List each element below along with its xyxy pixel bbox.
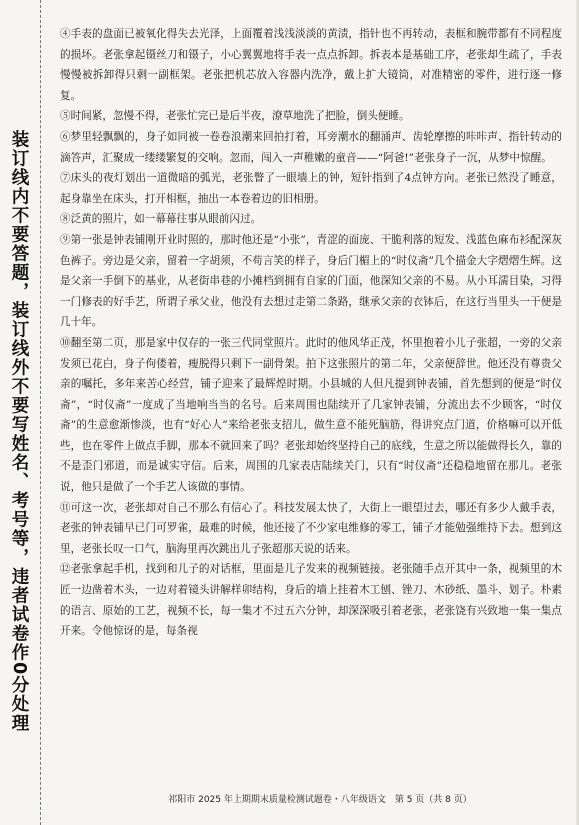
paragraph-9: ⑨第一张是钟表铺刚开业时照的，那时他还是“小张”，青涩的面庞、干脆利落的短发、浅蓝色麻布衫配深灰色裤子。旁边是父亲，留着一字胡须，不苟言笑的样子，身后门楣上的“时仪斋”几个描金大字熠熠生辉。这是父亲一手倒下的基业，从老街串巷的小摊档到拥有自家的门面，他深知父亲的不易。从小耳濡目染，习得一门修表的好手艺，所谓子承父业，他没有去想过走第二条路，继承父亲的衣钵后，在这行当里头一干便是几十年。 [60,233,562,329]
paragraph-12: ⑫老张拿起手机，找到和儿子的对话框，里面是儿子发来的视频链接。老张随手点开其中一条，视频里的木匠一边凿着木头，一边对着镜头讲解样卯结构，身后的墙上挂着木工刨、锉刀、木砂纸、墨斗、划子。朴素的语言、原始的工艺，视频不长，每一集才不过五六分钟，却深深吸引着老张，老张饶有兴致地一集一集点开来。令他惊讶的是，每条视 [60,563,562,638]
binding-line [40,0,41,825]
reading-passage [60,24,562,642]
paragraph-8: ⑧泛黄的照片，如一幕幕往事从眼前闪过。 [60,213,262,226]
paragraph-5: ⑤时间紧，忽慢不得，老张忙完已是后半夜，潦草地洗了把脸，倒头便睡。 [60,110,410,123]
paragraph-7: ⑦床头的夜灯划出一道微暗的弧光，老张瞥了一眼墙上的钟，短针指到了4点钟方向。老张已然没了睡意，起身靠坐在床头，打开相框，抽出一本卷着边的旧相册。 [60,172,562,205]
binding-margin-note: 装订线内不要答题，装订线外不要写姓名、考号等，违者试卷作0分处理 [9,130,29,733]
page-footer: 祁阳市 2025 年上期期末质量检测试题卷・八年级语文 第 5 页（共 8 页） [168,795,472,805]
paragraph-11: ⑪可这一次，老张却对自己不那么有信心了。科技发展太快了，大街上一眼望过去，哪还有多少人戴手表，老张的钟表铺早已门可罗雀，最难的时候，他还接了不少家电维修的零工，铺子才能勉强维持下去。想到这里，老张长叹一口气，脑海里再次跳出儿子张超那天说的话来。 [60,501,562,555]
paragraph-6: ⑥梦里轻飘飘的，身子如同被一卷卷浪潮来回拍打着，耳旁潮水的翻涌声、齿轮摩擦的咔咔声、指针转动的滴答声，汇聚成一缕缕繁复的交响。忽而，闯入一声稚嫩的童音——“阿爸!”老张身子一沉，从梦中惊醒。 [60,130,562,164]
paragraph-10: ⑩翻至第二页，那是家中仅存的一张三代同堂照片。此时的他风华正茂，怀里抱着小儿子张超，一旁的父亲发须已花白，身子佝偻着，瘦脱得只剩下一副骨架。拍下这张照片的第二年，父亲便辞世。他还没有尊贵父亲的嘱托，多年来苦心经营，铺子迎来了最辉煌时期。小县城的人但凡提到钟表铺，首先想到的便是“时仪斋”，“时仪斋”一度成了当地响当当的名号。后来周围也陆续开了几家钟表铺，分流出去不少顾客，“时仪斋”的生意愈渐惨淡，也有“好心人”来给老张支招儿，做生意不能死脑筋，得讲究点门道，价格嘛可以开低些，也在零件上做点手脚，那本不就回来了吗？老张却始终坚持自己的底线，生意之所以能做得长久，靠的不是歪门邪道，而是诚实守信。后来，周围的几家表店陆续关门，只有“时仪斋”还稳稳地留在那儿。老张说，他只是做了一个手艺人该做的事情。 [60,336,562,494]
paragraph-4: ④手表的盘面已被氧化得失去光泽，上面覆着浅浅淡淡的黄渍，指针也不再转动，表框和腕带都有不同程度的损坏。老张拿起镊丝刀和镊子，小心翼翼地将手表一点点拆卸。拆表本是基础工序，老张却生疏了，手表慢慢被拆卸得只剩一副框架。老张把机芯放入容器内洗净，戴上扩大镜筒，对准精密的零件，进行逐一修复。 [60,28,562,102]
